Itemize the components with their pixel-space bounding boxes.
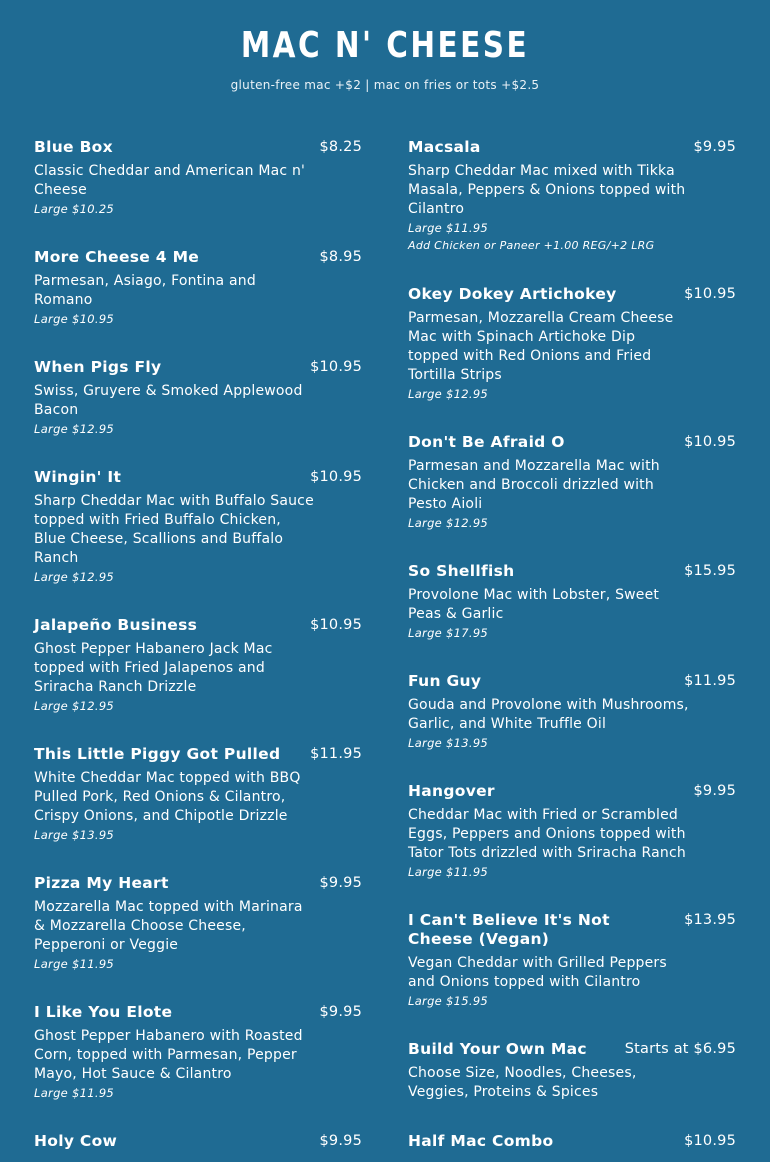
item-name: Fun Guy — [408, 672, 482, 690]
menu-item-so-shellfish — [408, 562, 736, 642]
item-name: Okey Dokey Artichokey — [408, 285, 617, 303]
item-price: $8.95 — [319, 249, 362, 265]
item-large-price: Large $15.95 — [408, 994, 489, 1008]
item-large-price: Large $10.95 — [34, 312, 115, 326]
item-name: This Little Piggy Got Pulled — [34, 745, 281, 763]
item-large-price: Large $13.95 — [34, 828, 115, 842]
item-name: Blue Box — [34, 138, 113, 156]
item-price: $9.95 — [319, 1004, 362, 1020]
menu-item-when-pigs-fly — [34, 358, 362, 438]
menu-subtitle: gluten-free mac +$2 | mac on fries or tots +$2.5 — [230, 78, 540, 92]
menu-item-i-like-you-elote — [34, 1003, 362, 1102]
menu-item-this-little-piggy-got-pulled — [34, 745, 362, 844]
item-large-price: Large $11.95 — [408, 221, 489, 235]
item-price: $9.95 — [693, 139, 736, 155]
item-name: Pizza My Heart — [34, 874, 169, 892]
item-name: I Like You Elote — [34, 1003, 173, 1021]
item-large-price: Large $10.25 — [34, 202, 115, 216]
item-large-price: Large $13.95 — [408, 736, 489, 750]
item-description: Sharp Cheddar Mac mixed with Tikka Masala, Peppers & Onions topped with Cilantro — [408, 163, 686, 217]
right-menu-column — [408, 138, 736, 1151]
item-price: $15.95 — [684, 563, 736, 579]
item-name: Jalapeño Business — [34, 616, 198, 634]
item-name: Don't Be Afraid O — [408, 433, 565, 451]
item-name: Hangover — [408, 782, 495, 800]
item-name: Build Your Own Mac — [408, 1040, 587, 1058]
item-price: $10.95 — [684, 1133, 736, 1149]
item-price: $10.95 — [310, 359, 362, 375]
item-name: So Shellfish — [408, 562, 515, 580]
item-name: When Pigs Fly — [34, 358, 162, 376]
item-description: Mozzarella Mac topped with Marinara & Mozzarella Choose Cheese, Pepperoni or Veggie — [34, 899, 303, 953]
menu-item-dont-be-afraid-o — [408, 433, 736, 532]
item-large-price: Large $12.95 — [34, 570, 115, 584]
item-add-on-note: Add Chicken or Paneer +1.00 REG/+2 LRG — [408, 239, 655, 252]
menu-item-wingin-it — [34, 468, 362, 586]
item-description: Ghost Pepper Habanero Jack Mac topped with Fried Jalapenos and Sriracha Ranch Drizzle — [34, 641, 273, 695]
item-description: Classic Cheddar and American Mac n' Cheese — [34, 163, 306, 198]
item-description: Parmesan, Mozzarella Cream Cheese Mac with Spinach Artichoke Dip topped with Red Onions and Fried Tortilla Strips — [408, 310, 674, 383]
menu-item-hangover — [408, 782, 736, 881]
item-price: $11.95 — [310, 746, 362, 762]
menu-header — [0, 24, 770, 93]
item-price: $8.25 — [319, 139, 362, 155]
item-name: Holy Cow — [34, 1132, 118, 1150]
menu-item-pizza-my-heart — [34, 874, 362, 973]
menu-title: MAC N' CHEESE — [240, 25, 530, 66]
item-large-price: Large $12.95 — [34, 699, 115, 713]
item-price: $9.95 — [319, 1133, 362, 1149]
item-description: Provolone Mac with Lobster, Sweet Peas & Garlic — [408, 587, 660, 622]
item-description: Parmesan, Asiago, Fontina and Romano — [34, 273, 256, 308]
item-description: White Cheddar Mac topped with BBQ Pulled Pork, Red Onions & Cilantro, Crispy Onions, and Chipotle Drizzle — [34, 770, 301, 824]
left-menu-column — [34, 138, 362, 1151]
menu-item-half-mac-combo — [408, 1132, 736, 1151]
item-large-price: Large $11.95 — [408, 865, 489, 879]
item-name: Half Mac Combo — [408, 1132, 554, 1150]
item-large-price: Large $12.95 — [408, 516, 489, 530]
item-description: Parmesan and Mozzarella Mac with Chicken and Broccoli drizzled with Pesto Aioli — [408, 458, 660, 512]
item-large-price: Large $17.95 — [408, 626, 489, 640]
item-price: $10.95 — [684, 286, 736, 302]
item-name: Macsala — [408, 138, 481, 156]
item-description: Gouda and Provolone with Mushrooms, Garlic, and White Truffle Oil — [408, 697, 689, 732]
item-description: Cheddar Mac with Fried or Scrambled Eggs, Peppers and Onions topped with Tator Tots drizzled with Sriracha Ranch — [408, 807, 686, 861]
item-price: $10.95 — [684, 434, 736, 450]
item-large-price: Large $11.95 — [34, 957, 115, 971]
item-name: Wingin' It — [34, 468, 122, 486]
menu-item-vegan-cheese — [408, 911, 736, 1010]
item-description: Choose Size, Noodles, Cheeses, Veggies, Proteins & Spices — [408, 1065, 637, 1100]
item-description: Ghost Pepper Habanero with Roasted Corn, topped with Parmesan, Pepper Mayo, Hot Sauce & Cilantro — [34, 1028, 303, 1082]
menu-item-okey-dokey-artichokey — [408, 285, 736, 403]
item-price: $11.95 — [684, 673, 736, 689]
menu-item-more-cheese-4-me — [34, 248, 362, 328]
item-name: More Cheese 4 Me — [34, 248, 200, 266]
item-price: $13.95 — [684, 912, 736, 928]
item-price: $10.95 — [310, 617, 362, 633]
item-description: Vegan Cheddar with Grilled Peppers and Onions topped with Cilantro — [408, 955, 667, 990]
menu-item-holy-cow — [34, 1132, 362, 1151]
item-name: I Can't Believe It's Not Cheese (Vegan) — [408, 911, 610, 948]
menu-item-blue-box — [34, 138, 362, 218]
menu-item-macsala — [408, 138, 736, 255]
item-large-price: Large $12.95 — [408, 387, 489, 401]
menu-item-build-your-own-mac — [408, 1040, 736, 1102]
item-price: $9.95 — [693, 783, 736, 799]
item-price: $9.95 — [319, 875, 362, 891]
item-description: Sharp Cheddar Mac with Buffalo Sauce topped with Fried Buffalo Chicken, Blue Cheese, Scallions and Buffalo Ranch — [34, 493, 314, 566]
menu-item-jalapeno-business — [34, 616, 362, 715]
item-price: Starts at $6.95 — [624, 1041, 736, 1057]
menu-item-fun-guy — [408, 672, 736, 752]
item-description: Swiss, Gruyere & Smoked Applewood Bacon — [34, 383, 303, 418]
item-large-price: Large $11.95 — [34, 1086, 115, 1100]
item-price: $10.95 — [310, 469, 362, 485]
item-large-price: Large $12.95 — [34, 422, 115, 436]
